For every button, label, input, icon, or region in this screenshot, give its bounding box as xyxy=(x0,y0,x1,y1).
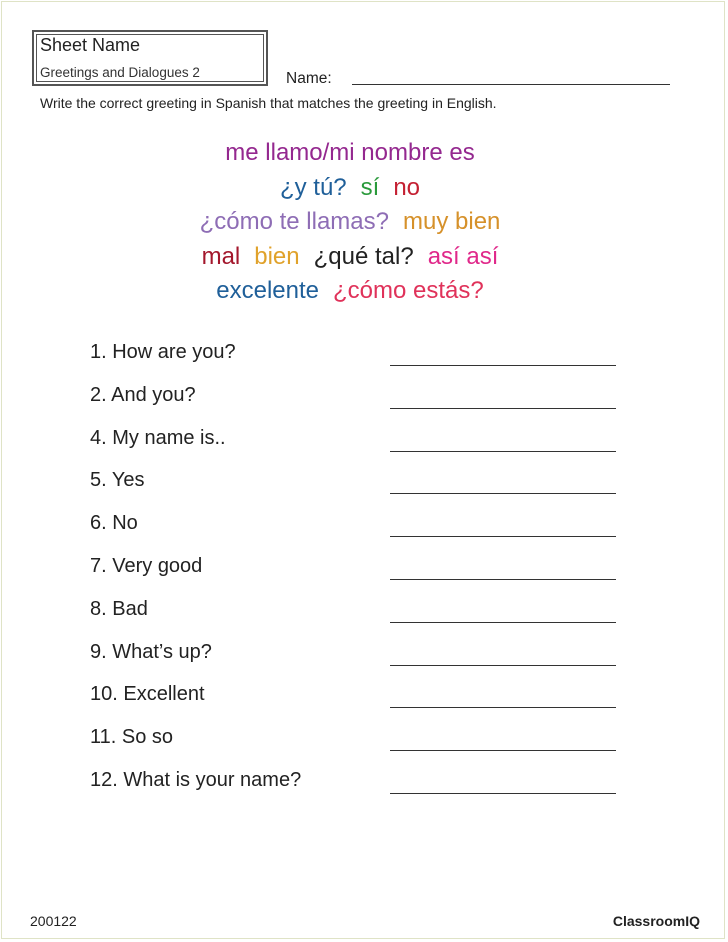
question-text: 7. Very good xyxy=(90,554,203,577)
word-bank-word: no xyxy=(393,173,421,201)
question-text: 1. How are you? xyxy=(90,341,236,363)
answer-line[interactable] xyxy=(390,665,616,666)
word-bank-word: ¿y tú? xyxy=(279,173,347,201)
word-bank-word: sí xyxy=(360,173,380,201)
answer-line[interactable] xyxy=(390,451,616,452)
brand-logo-text: ClassroomIQ xyxy=(612,913,700,929)
question-row xyxy=(90,512,630,555)
sheet-name-box xyxy=(32,30,268,86)
question-row xyxy=(90,469,630,512)
question-text: 5. Yes xyxy=(90,469,145,492)
word-bank-word: ¿cómo te llamas? xyxy=(199,208,389,235)
word-bank-word: ¿qué tal? xyxy=(313,242,414,270)
sheet-name-label: Sheet Name xyxy=(40,35,141,55)
question-row xyxy=(90,555,630,598)
answer-line[interactable] xyxy=(390,408,616,409)
sheet-title: Greetings and Dialogues 2 xyxy=(40,65,200,80)
answer-line[interactable] xyxy=(390,622,616,623)
word-bank-word: ¿cómo estás? xyxy=(333,277,484,304)
question-text: 6. No xyxy=(90,512,138,535)
word-bank-line xyxy=(0,240,700,275)
word-bank-word: mal xyxy=(201,242,241,270)
word-bank-line xyxy=(0,205,700,240)
question-text: 12. What is your name? xyxy=(90,768,302,791)
word-bank-line xyxy=(0,136,700,171)
word-bank-word: me llamo/mi nombre es xyxy=(225,139,475,166)
answer-line[interactable] xyxy=(390,793,616,794)
name-answer-line[interactable] xyxy=(352,84,670,85)
question-row xyxy=(90,598,630,641)
word-bank-line xyxy=(0,274,700,309)
question-row xyxy=(90,427,630,470)
word-bank-word: excelente xyxy=(216,277,319,304)
answer-line[interactable] xyxy=(390,750,616,751)
question-row xyxy=(90,726,630,769)
word-bank-word: muy bien xyxy=(403,208,501,235)
answer-line[interactable] xyxy=(390,707,616,708)
question-text: 4. My name is.. xyxy=(90,426,226,449)
question-text: 8. Bad xyxy=(90,597,148,620)
instructions: Write the correct greeting in Spanish that matches the greeting in English. xyxy=(40,95,497,111)
question-row xyxy=(90,341,630,384)
question-row xyxy=(90,683,630,726)
word-bank-word: bien xyxy=(254,242,300,270)
question-row xyxy=(90,384,630,427)
answer-line[interactable] xyxy=(390,579,616,580)
answer-line[interactable] xyxy=(390,365,616,366)
question-list xyxy=(90,341,630,812)
answer-line[interactable] xyxy=(390,536,616,537)
word-bank xyxy=(0,136,700,309)
question-row xyxy=(90,769,630,812)
word-bank-line xyxy=(0,171,700,206)
question-text: 9. What’s up? xyxy=(90,640,212,663)
question-text: 11. So so xyxy=(90,726,174,749)
question-text: 10. Excellent xyxy=(90,683,205,706)
question-text: 2. And you? xyxy=(90,383,196,406)
question-row xyxy=(90,641,630,684)
worksheet-code: 200122 xyxy=(30,913,77,929)
word-bank-word: así así xyxy=(427,242,499,270)
answer-line[interactable] xyxy=(390,493,616,494)
name-label: Name: xyxy=(286,70,332,87)
